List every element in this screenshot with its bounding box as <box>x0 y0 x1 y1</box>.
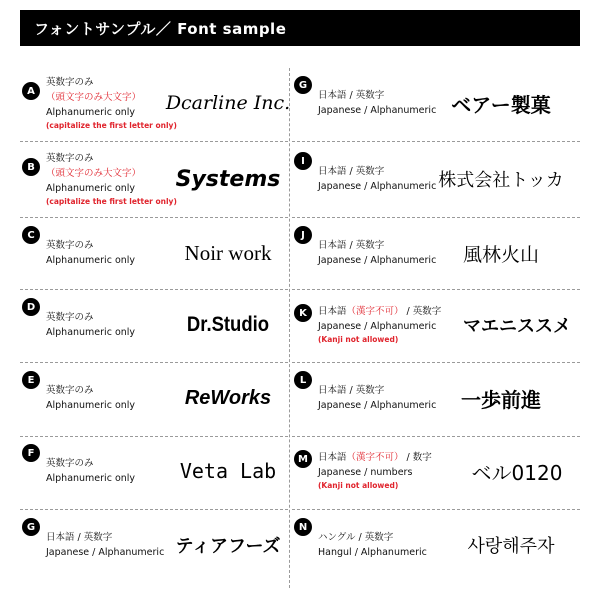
font-sample-text: Veta Lab <box>179 459 277 483</box>
sample-type-en: Alphanumeric only <box>46 255 136 266</box>
sample-type-en: Alphanumeric only <box>46 182 136 194</box>
sample-type-en: Alphanumeric only <box>46 400 136 411</box>
font-sample-text: ベル0120 <box>471 460 563 485</box>
sample-type-en: Alphanumeric only <box>46 106 136 118</box>
sample-type-ja: 日本語（漢字不可） / 英数字 <box>318 306 442 317</box>
letter-badge: A <box>22 82 40 100</box>
font-sample-text: 사랑해주자 <box>467 536 555 557</box>
page-header <box>20 10 580 46</box>
font-sample-g <box>20 510 290 580</box>
font-sample-d <box>20 290 290 360</box>
sample-type-en: Japanese / Alphanumeric <box>318 181 437 192</box>
letter-badge: D <box>22 298 40 316</box>
sample-type-ja: 日本語 / 英数字 <box>318 90 385 101</box>
letter-badge: L <box>294 371 312 389</box>
font-sample-text: Systems <box>175 166 281 192</box>
font-sample-a <box>20 68 290 138</box>
letter-badge: G <box>294 76 312 94</box>
letter-badge: M <box>294 450 312 468</box>
letter-badge: N <box>294 518 312 536</box>
sample-type-ja: 日本語 / 英数字 <box>318 385 385 396</box>
sample-info <box>318 450 432 492</box>
font-sample-j <box>292 218 580 288</box>
font-sample-m <box>292 436 580 506</box>
letter-badge: B <box>22 158 40 176</box>
sample-restriction-en: (capitalize the first letter only) <box>46 120 177 130</box>
sample-type-ja: 日本語 / 英数字 <box>318 166 385 177</box>
sample-info <box>318 238 436 268</box>
sample-info <box>46 456 135 486</box>
font-sample-text: 株式会社トッカ <box>438 170 564 191</box>
sample-restriction-ja: （頭文字のみ大文字） <box>46 167 142 179</box>
font-sample-e <box>20 363 290 433</box>
sample-info <box>318 530 427 560</box>
font-sample-text: ベアー製菓 <box>451 92 551 117</box>
sample-type-ja: ハングル / 英数字 <box>318 532 394 543</box>
sample-type-ja: 英数字のみ <box>46 76 94 88</box>
sample-type-en: Japanese / Alphanumeric <box>46 547 165 558</box>
sample-type-en: Japanese / Alphanumeric <box>318 400 437 411</box>
sample-info <box>46 310 135 340</box>
sample-type-ja: 日本語 / 英数字 <box>318 240 385 251</box>
sample-type-ja: 日本語 / 英数字 <box>46 532 113 543</box>
sample-type-en: Japanese / Alphanumeric <box>318 321 437 332</box>
sample-info <box>46 151 177 208</box>
sample-type-en: Japanese / numbers <box>318 467 413 478</box>
sample-type-ja: 英数字のみ <box>46 385 94 396</box>
font-sample-f <box>20 436 290 506</box>
font-sample-b <box>20 144 290 214</box>
font-sample-text: Noir work <box>184 240 272 265</box>
sample-type-en: Japanese / Alphanumeric <box>318 255 437 266</box>
font-sample-n <box>292 510 580 580</box>
font-sample-k <box>292 290 580 360</box>
font-sample-i <box>292 144 580 214</box>
sample-info <box>318 164 436 194</box>
letter-badge: F <box>22 444 40 462</box>
font-sample-text: ReWorks <box>184 386 272 409</box>
font-sample-text: Dr.Studio <box>186 313 270 336</box>
font-sample-l <box>292 363 580 433</box>
letter-badge: C <box>22 226 40 244</box>
sample-info <box>46 383 135 413</box>
sample-info <box>46 530 164 560</box>
page-title: フォントサンプル／ Font sample <box>34 19 287 38</box>
sample-restriction-ja: （頭文字のみ大文字） <box>46 91 142 103</box>
font-sample-g-right <box>292 68 580 138</box>
font-sample-text: 一歩前進 <box>461 387 541 412</box>
letter-badge: K <box>294 304 312 322</box>
sample-type-ja: 日本語（漢字不可） / 数字 <box>318 452 432 463</box>
sample-info <box>318 383 436 413</box>
letter-badge: J <box>294 226 312 244</box>
sample-info <box>318 304 441 346</box>
sample-info <box>318 88 436 118</box>
font-sample-text: マエニススメ <box>463 316 571 337</box>
row-divider <box>20 141 288 142</box>
sample-type-en: Hangul / Alphanumeric <box>318 547 427 558</box>
sample-type-en: Alphanumeric only <box>46 327 136 338</box>
sample-type-en: Japanese / Alphanumeric <box>318 105 437 116</box>
font-sample-c <box>20 218 290 288</box>
sample-restriction-en: (Kanji not allowed) <box>318 481 399 490</box>
font-sample-text: Dcarline Inc. <box>165 92 291 114</box>
letter-badge: G <box>22 518 40 536</box>
sample-info <box>46 238 135 268</box>
sample-type-ja: 英数字のみ <box>46 458 94 469</box>
font-sample-text: ティアフーズ <box>175 536 281 557</box>
font-sample-text: 風林火山 <box>462 243 539 266</box>
sample-restriction-en: (Kanji not allowed) <box>318 335 399 344</box>
sample-restriction-en: (capitalize the first letter only) <box>46 196 177 206</box>
sample-info <box>46 75 177 132</box>
letter-badge: E <box>22 371 40 389</box>
row-divider <box>292 141 580 142</box>
sample-type-ja: 英数字のみ <box>46 152 94 164</box>
sample-type-ja: 英数字のみ <box>46 312 94 323</box>
letter-badge: I <box>294 152 312 170</box>
sample-type-ja: 英数字のみ <box>46 240 94 251</box>
sample-type-en: Alphanumeric only <box>46 473 136 484</box>
